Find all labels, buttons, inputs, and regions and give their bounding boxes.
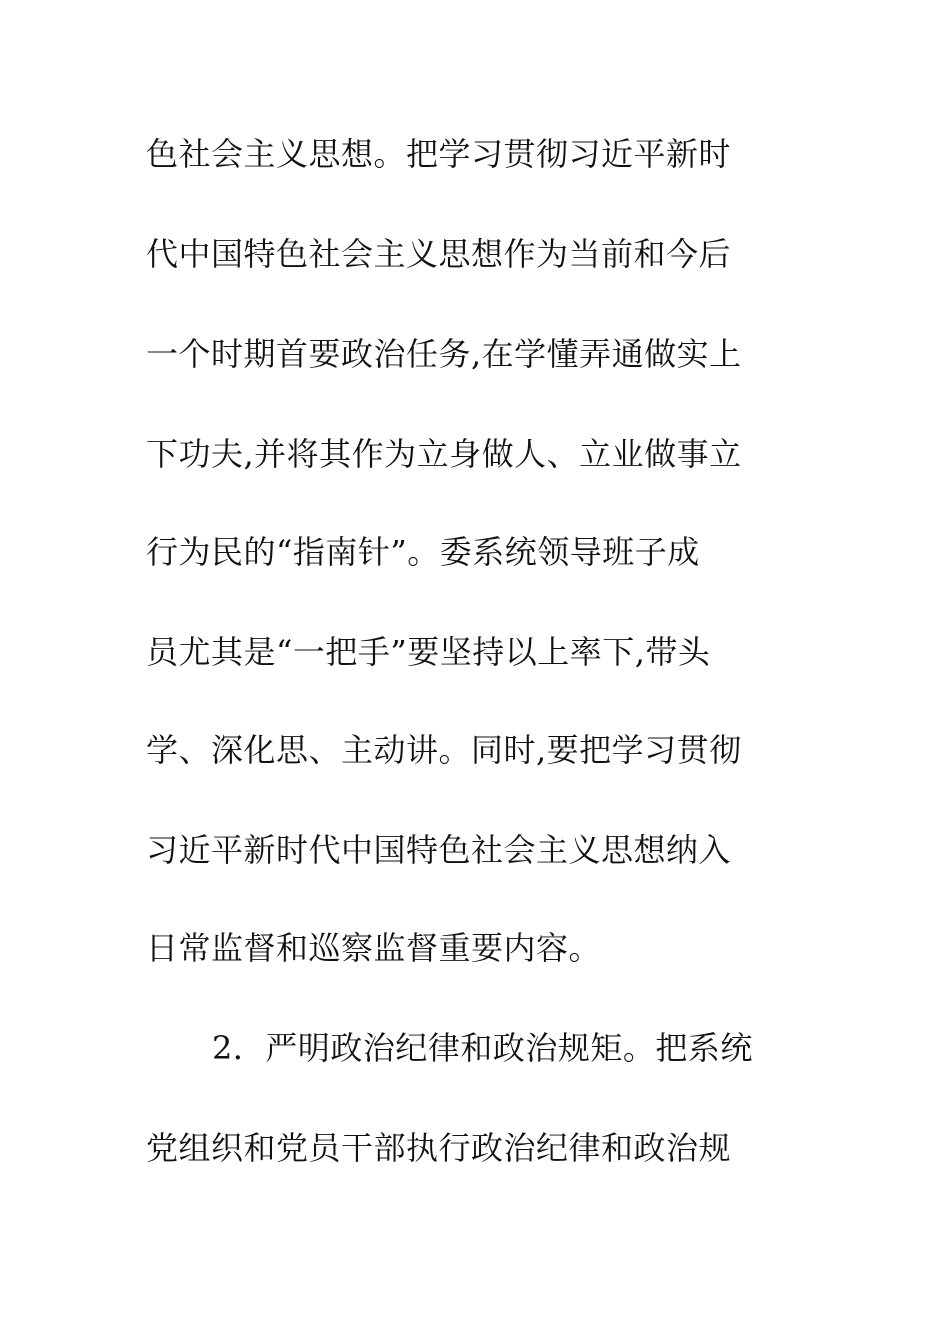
body-text-line: 行为民的“指南针”。委系统领导班子成 [146, 533, 700, 571]
section-heading-line: 2．严明政治纪律和政治规矩。把系统 [212, 1029, 753, 1067]
body-text-line: 党组织和党员干部执行政治纪律和政治规 [146, 1129, 732, 1167]
body-text-line: 色社会主义思想。把学习贯彻习近平新时 [146, 135, 732, 173]
body-text-line: 学、深化思、主动讲。同时,要把学习贯彻 [146, 731, 742, 769]
body-text-line: 习近平新时代中国特色社会主义思想纳入 [146, 831, 732, 869]
body-text-line: 下功夫,并将其作为立身做人、立业做事立 [146, 435, 742, 473]
body-text-line: 一个时期首要政治任务,在学懂弄通做实上 [146, 335, 742, 373]
body-text-line: 日常监督和巡察监督重要内容。 [146, 929, 602, 967]
body-text-line: 代中国特色社会主义思想作为当前和今后 [146, 235, 732, 273]
body-text-line: 员尤其是“一把手”要坚持以上率下,带头 [146, 633, 711, 671]
